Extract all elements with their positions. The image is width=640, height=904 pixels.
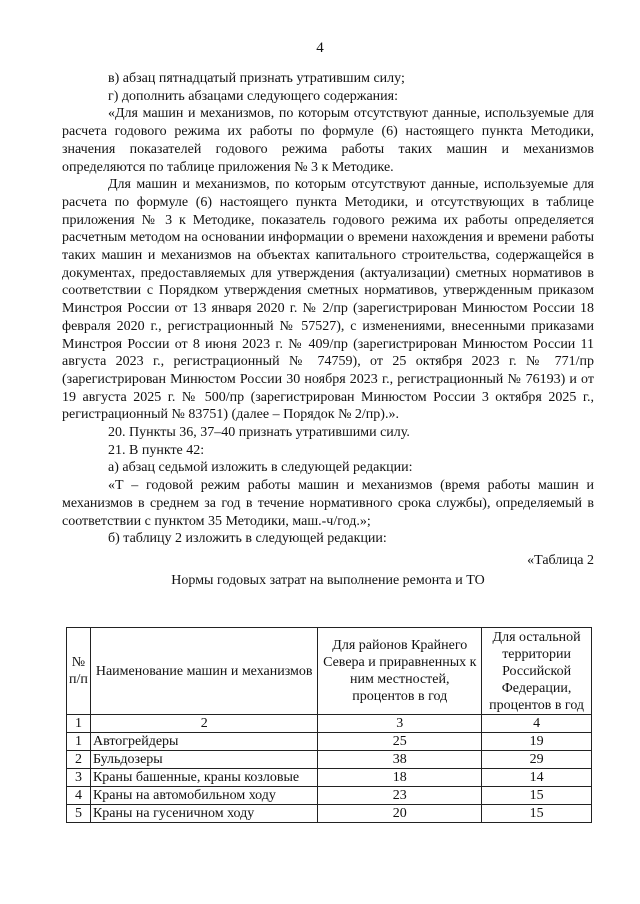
rest-value: 29 xyxy=(482,751,592,769)
paragraph: «Для машин и механизмов, по которым отсутствуют данные, используемые для расчета годового режима их работы по формуле (6) настоящего пункта Методики, значения показателей годового режима работы таких машин и механизмов определяются по таблице приложения № 3 к Методике. xyxy=(62,106,594,175)
table-label: «Таблица 2 xyxy=(527,552,594,568)
table-header-row xyxy=(67,628,592,715)
table-row xyxy=(67,805,592,823)
row-number: 1 xyxy=(67,733,91,751)
column-number: 1 xyxy=(67,715,91,733)
paragraph: 20. Пункты 36, 37–40 признать утратившими силу. xyxy=(108,425,410,441)
row-number: 3 xyxy=(67,769,91,787)
paragraph: в) абзац пятнадцатый признать утратившим силу; xyxy=(108,71,405,86)
paragraph: 21. В пункте 42: xyxy=(108,442,205,458)
header-name: Наименование машин и механизмов xyxy=(90,628,317,715)
header-rest: Для остальной территории Российской Федерации, процентов в год xyxy=(482,628,592,715)
header-north: Для районов Крайнего Севера и приравненных к ним местностей, процентов в год xyxy=(318,628,482,715)
document-body xyxy=(62,70,594,589)
header-number: № п/п xyxy=(67,628,91,715)
machine-name: Краны на автомобильном ходу xyxy=(90,787,317,805)
table-row xyxy=(67,787,592,805)
table-row xyxy=(67,733,592,751)
column-number-row xyxy=(67,715,592,733)
paragraph: б) таблицу 2 изложить в следующей редакции: xyxy=(108,531,387,547)
machine-name: Бульдозеры xyxy=(90,751,317,769)
north-value: 38 xyxy=(318,751,482,769)
rest-value: 19 xyxy=(482,733,592,751)
row-number: 2 xyxy=(67,751,91,769)
rest-value: 15 xyxy=(482,787,592,805)
paragraph: Для машин и механизмов, по которым отсутствуют данные, используемые для расчета по формуле (6) настоящего пункта Методики, и отсутствующих в таблице приложения № 3 к Методике, показатель годового режима их работы определяется расчетным методом на основании информации о времени нахождения и времени работы таких машин и механизмов на объектах капитального строительства, содержащейся в документах, предоставляемых для утверждения (актуализации) сметных нормативов в соответствии с Порядком утверждения сметных нормативов, утвержденным приказом Минстроя России от 13 января 2020 г. № 2/пр (зарегистрирован Минюстом России 18 февраля 2020 г., регистрационный № 57527), с изменениями, внесенными приказами Минстроя России от 8 июня 2023 г. № 409/пр (зарегистрирован Минюстом России 11 августа 2023 г., регистрационный № 74759), от 25 октября 2023 г. № 771/пр (зарегистрирован Минюстом России 30 ноября 2023 г., регистрационный № 76193) и от 19 августа 2025 г. № 500/пр (зарегистрирован Минюстом России 3 октября 2025 г., регистрационный № 83751) (далее – Порядок № 2/пр).». xyxy=(62,177,594,423)
row-number: 4 xyxy=(67,787,91,805)
column-number: 2 xyxy=(90,715,317,733)
north-value: 18 xyxy=(318,769,482,787)
north-value: 25 xyxy=(318,733,482,751)
north-value: 23 xyxy=(318,787,482,805)
table-row xyxy=(67,769,592,787)
machine-name: Краны башенные, краны козловые xyxy=(90,769,317,787)
norms-table xyxy=(66,627,592,823)
machine-name: Автогрейдеры xyxy=(90,733,317,751)
column-number: 4 xyxy=(482,715,592,733)
page-number: 4 xyxy=(316,40,324,56)
paragraph: «Т – годовой режим работы машин и механизмов (время работы машин и механизмов в среднем за год в течение нормативного срока службы), определяемый в соответствии с пунктом 35 Методики, маш.-ч/год.»; xyxy=(62,478,594,529)
paragraph: а) абзац седьмой изложить в следующей редакции: xyxy=(108,460,413,476)
table-row xyxy=(67,751,592,769)
north-value: 20 xyxy=(318,805,482,823)
paragraph: г) дополнить абзацами следующего содержания: xyxy=(108,88,398,104)
rest-value: 15 xyxy=(482,805,592,823)
machine-name: Краны на гусеничном ходу xyxy=(90,805,317,823)
column-number: 3 xyxy=(318,715,482,733)
table-title: Нормы годовых затрат на выполнение ремонта и ТО xyxy=(171,572,485,588)
rest-value: 14 xyxy=(482,769,592,787)
row-number: 5 xyxy=(67,805,91,823)
